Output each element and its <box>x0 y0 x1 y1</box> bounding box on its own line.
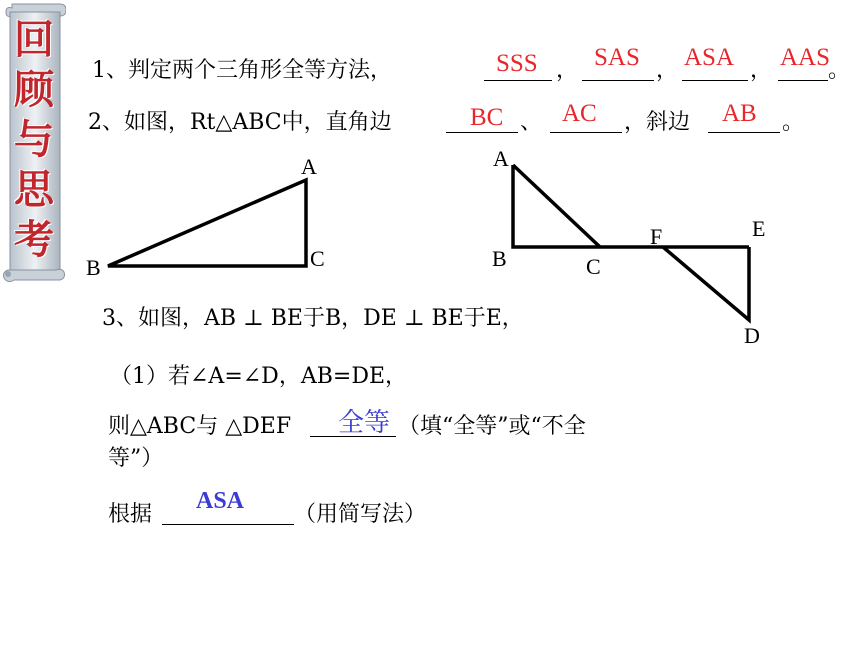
q3-line-4: 等”） <box>108 446 164 471</box>
q3-line-5-suffix: （用简写法） <box>294 502 427 527</box>
q1-answer-2: SAS <box>594 44 640 71</box>
q1-sep-3: ， <box>750 58 773 83</box>
q2-end: 。 <box>782 110 805 135</box>
q3-line-2: （1）若∠A=∠D，AB=DE， <box>110 364 408 389</box>
triangle-def <box>663 247 749 320</box>
q2-mid: ，斜边 <box>624 110 691 135</box>
q1-sep-1: ， <box>556 58 579 83</box>
tri2-label-f: F <box>650 224 663 249</box>
q1-text: 1、判定两个三角形全等方法， <box>92 58 392 83</box>
q2-answer-1: BC <box>470 104 504 131</box>
segment-ac <box>513 165 600 247</box>
tri1-label-c: C <box>310 246 325 271</box>
tri2-label-b: B <box>492 246 507 271</box>
q1-end: 。 <box>828 58 851 83</box>
banner-char-1: 回 <box>14 17 54 63</box>
triangle-abc <box>108 180 306 266</box>
q2-prefix: 2、如图，Rt△ABC中，直角边 <box>88 110 392 135</box>
q3-answer-2: ASA <box>196 488 245 514</box>
q1-sep-2: ， <box>656 58 679 83</box>
tri2-label-a: A <box>493 146 509 171</box>
q3-blank-2 <box>162 524 294 525</box>
q1-answer-1: SSS <box>496 50 538 77</box>
q3-answer-1: 全等 <box>338 408 391 437</box>
tri1-label-b: B <box>86 255 101 280</box>
q1-answer-4: AAS <box>780 44 831 71</box>
figure-two-triangles <box>513 165 749 320</box>
tri2-label-d: D <box>744 323 760 348</box>
q3-line-3-suffix: （填“全等”或“不全 <box>398 414 586 439</box>
tri1-label-a: A <box>301 154 317 179</box>
banner-char-5: 考 <box>14 217 54 263</box>
banner-char-4: 思 <box>14 167 54 213</box>
q3-line-5-prefix: 根据 <box>108 502 153 527</box>
tri2-label-c: C <box>586 254 601 279</box>
q3-line-3-prefix: 则△ABC与 △DEF <box>108 414 292 439</box>
banner-char-2: 顾 <box>14 67 54 113</box>
q2-answer-2: AC <box>562 100 597 127</box>
banner-char-3: 与 <box>14 117 54 163</box>
q1-answer-3: ASA <box>684 44 735 71</box>
q3-line-1: 3、如图，AB ⊥ BE于B，DE ⊥ BE于E， <box>102 306 524 331</box>
q2-sep: 、 <box>520 110 543 135</box>
tri2-label-e: E <box>752 216 766 241</box>
q2-answer-3: AB <box>722 100 757 127</box>
